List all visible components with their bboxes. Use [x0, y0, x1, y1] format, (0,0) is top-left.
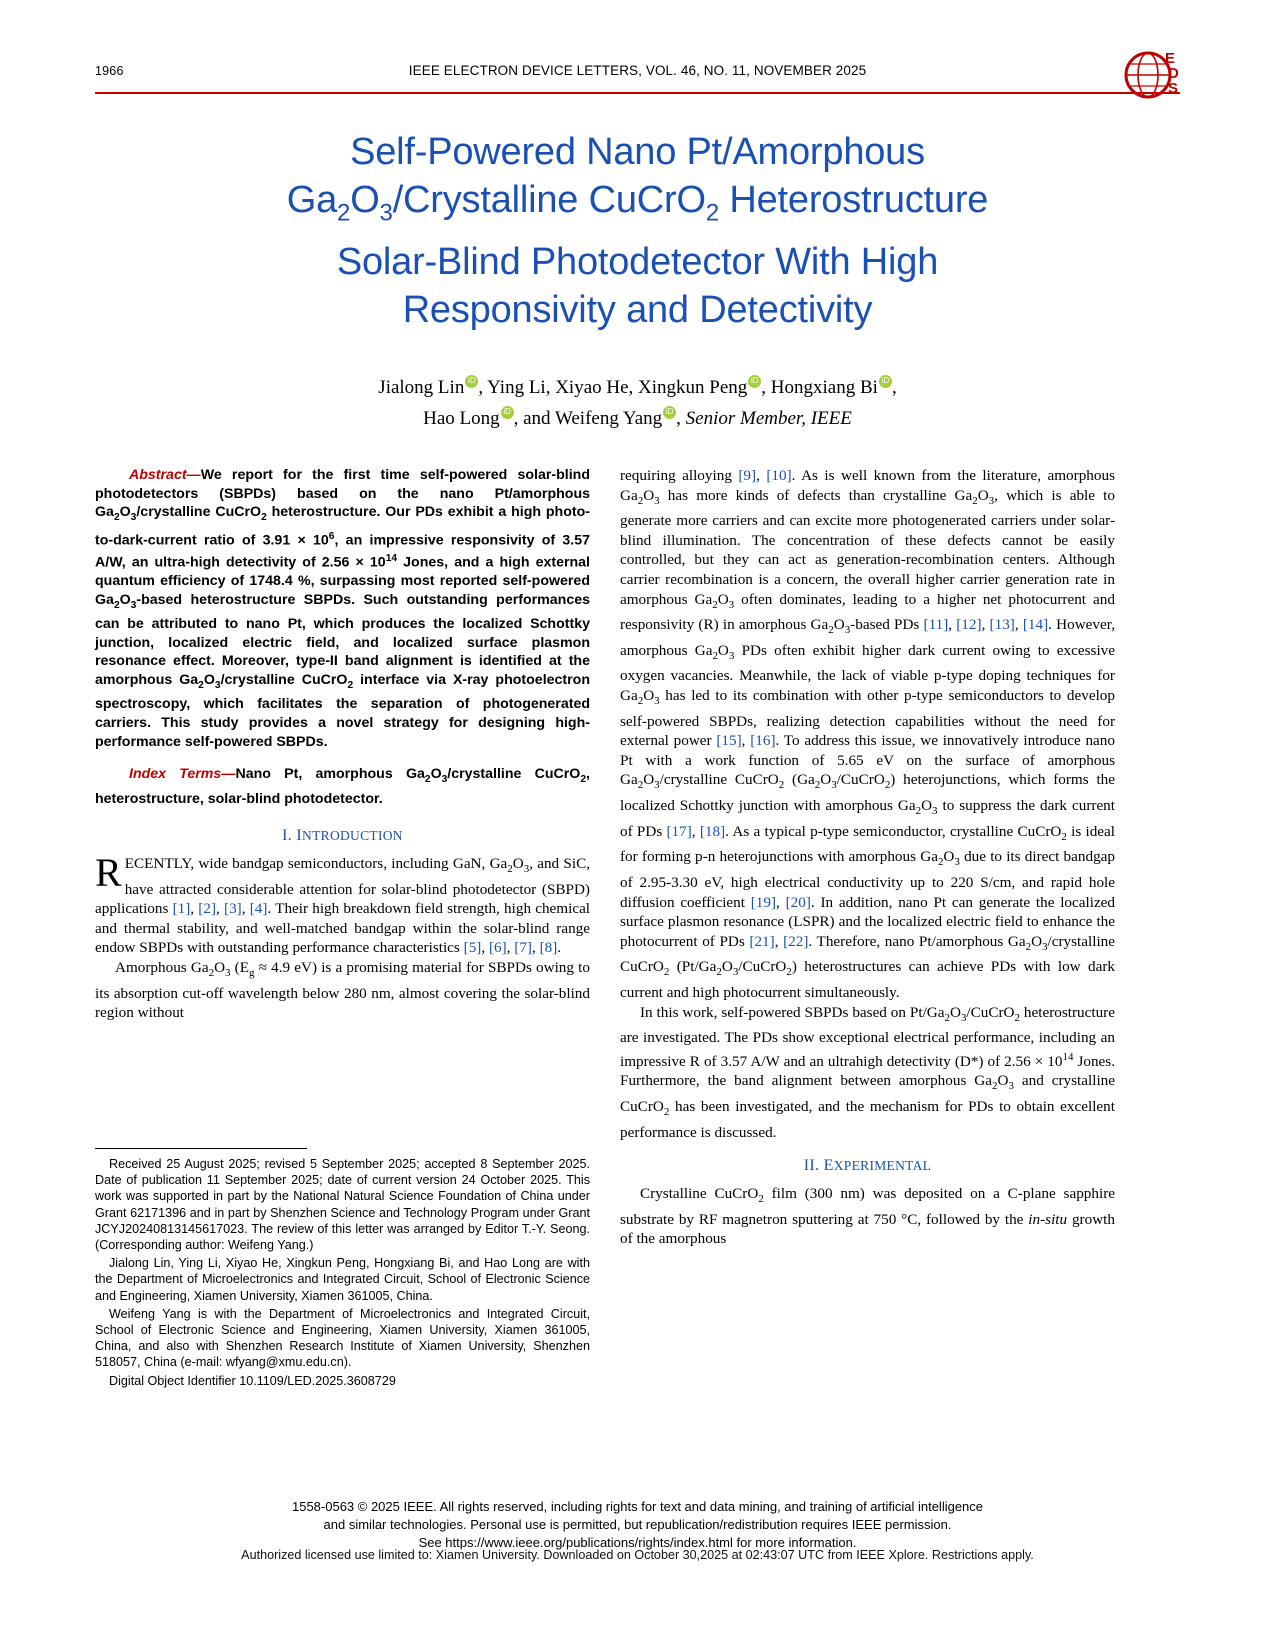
author-names-1: Jialong Lin	[378, 377, 465, 398]
author-line-2: Hao Long iD , and Weifeng Yang iD , Senior Member, IEEE	[150, 403, 1125, 434]
column-left	[95, 466, 590, 1023]
page-title	[150, 128, 1125, 334]
index-terms-lead: Index Terms—	[129, 766, 236, 783]
header-rule	[95, 92, 1180, 94]
copyright-line-3: See https://www.ieee.org/publications/rights/index.html for more information.	[418, 1535, 857, 1550]
page-folio: 1966	[95, 64, 124, 78]
orcid-icon[interactable]	[748, 375, 761, 388]
copyright-block	[95, 1498, 1180, 1552]
column-right	[620, 466, 1115, 1249]
abstract-lead: Abstract—	[129, 467, 201, 483]
title-line-4: Responsivity and Detectivity	[402, 288, 873, 331]
orcid-icon[interactable]	[501, 406, 514, 419]
footnote-affiliation-2: Weifeng Yang is with the Department of Microelectronics and Integrated Circuit, School of Electronic Science and Engineering, Xiamen University, Xiamen 361005, China, and also with Shenzhen Research Institute of Xiamen University, Shenzhen 518057, China (e-mail: wfyang@xmu.edu.cn).	[95, 1306, 590, 1370]
title-block	[150, 128, 1125, 334]
authorized-use-line: Authorized licensed use limited to: Xiamen University. Downloaded on October 30,2025 at 02:43:07 UTC from IEEE Xplore. Restrictions apply.	[241, 1548, 1034, 1562]
title-line-3: Solar-Blind Photodetector With High	[336, 240, 939, 283]
orcid-icon[interactable]	[663, 406, 676, 419]
drop-cap: R	[95, 849, 122, 895]
section-heading-introduction	[95, 826, 590, 846]
body-paragraph-2: Amorphous $Ga_2O_3$ ($E_g \approx 4.9$ eV) is a promising material for SBPDs owing to its absorption cut-off wavelength below 280 nm, almost covering the solar-blind region without	[95, 958, 590, 1022]
footnote-doi: Digital Object Identifier 10.1109/LED.2025.3608729	[109, 1373, 396, 1388]
section-number: I.	[282, 827, 293, 845]
author-weifeng-yang: , and Weifeng Yang	[513, 408, 663, 429]
author-list	[150, 372, 1125, 434]
footnote-rule	[95, 1148, 307, 1149]
copyright-line-1: 1558-0563 © 2025 IEEE. All rights reserved, including rights for text and data mining, and training of artificial intelligence	[291, 1499, 984, 1514]
body-paragraph-1: RECENTLY, wide bandgap semiconductors, including GaN, $Ga_2O_3$, and SiC, have attracted considerable attention for solar-blind photodetector (SBPD) applications [1], [2], [3], [4]. Their high breakdown field strength, high chemical and thermal stability, and well-matched bandgap within the solar-blind range endow SBPDs with outstanding performance characteristics [5], [6], [7], [8].	[95, 849, 591, 957]
copyright-line-2: and similar technologies. Personal use is permitted, but republication/redistribution requires IEEE permission.	[323, 1517, 952, 1532]
section-heading-experimental	[620, 1156, 1115, 1176]
title-line-1: Self-Powered Nano Pt/Amorphous	[350, 131, 925, 173]
footnotes-block	[95, 1156, 590, 1391]
svg-text:D: D	[1168, 65, 1179, 82]
title-line-2: $Ga_2O_3$/Crystalline CuCrO$_2$ Heterostructure	[286, 179, 989, 227]
author-membership: Senior Member, IEEE	[685, 408, 852, 429]
footnote-affiliation-1: Jialong Lin, Ying Li, Xiyao He, Xingkun Peng, Hongxiang Bi, and Hao Long are with the Department of Microelectronics and Integrated Circuit, School of Electronic Science and Engineering, Xiamen University, Xiamen 361005, China.	[95, 1256, 590, 1303]
section-number: II.	[803, 1157, 820, 1175]
abstract: Abstract—We report for the first time self-powered solar-blind photodetectors (SBPDs) based on the nano Pt/amorphous $Ga_2O_3$/crystalline CuCrO$_2$ heterostructure. Our PDs exhibit a high photo-to-dark-current ratio of $3.91 \times 10^6$, an impressive responsivity of 3.57 A/W, an ultra-high detectivity of $2.56 \times 10^{14}$ Jones, and a high external quantum efficiency of 1748.4 %, surpassing most reported self-powered $Ga_2O_3$-based heterostructure SBPDs. Such outstanding performances can be attributed to nano Pt, which produces the localized Schottky junction, localized electric field, and localized surface plasmon resonance effect. Moreover, type-II band alignment is identified at the amorphous $Ga_2O_3$/crystalline CuCrO$_2$ interface via X-ray photoelectron spectroscopy, which facilitates the separation of photogenerated carriers. This study provides a novel strategy for designing high-performance self-powered SBPDs.	[95, 467, 591, 750]
running-head	[95, 58, 1180, 92]
section-title: INTRODUCTION	[296, 827, 403, 845]
author-hao-long: Hao Long	[423, 408, 500, 429]
svg-text:E: E	[1165, 50, 1176, 67]
body-paragraph-4: In this work, self-powered SBPDs based on $Pt/Ga_2O_3/CuCrO_2$ heterostructure are investigated. The PDs show exceptional electrical performance, including an impressive R of 3.57 A/W and an ultrahigh detectivity (D*) of $2.56 \times 10^{14}$ Jones. Furthermore, the band alignment between amorphous $Ga_2O_3$ and crystalline CuCrO$_2$ has been investigated, and the mechanism for PDs to obtain excellent performance is discussed.	[620, 1003, 1116, 1141]
body-paragraph-5: Crystalline CuCrO$_2$ film (300 nm) was deposited on a C-plane sapphire substrate by RF magnetron sputtering at 750 °C, followed by the in-situ growth of the amorphous	[620, 1184, 1115, 1248]
orcid-icon[interactable]	[465, 375, 478, 388]
svg-text:S: S	[1168, 80, 1179, 97]
ieee-eds-logo-icon	[1121, 44, 1183, 106]
orcid-icon[interactable]	[879, 375, 892, 388]
author-line-1: Jialong Lin iD , Ying Li, Xiyao He, Xingkun Peng iD , Hongxiang Bi iD ,	[150, 372, 1125, 403]
section-title: EXPERIMENTAL	[823, 1157, 932, 1175]
body-paragraph-3: requiring alloying [9], [10]. As is well known from the literature, amorphous $Ga_2O_3$ has more kinds of defects than crystalline $Ga_2O_3$, which is able to generate more carriers and can excite more photogenerated carriers under solar-blind illumination. The concentration of these defects cannot be easily controlled, but they can act as generation-recombination centers. Although carrier recombination is a concern, the overall higher carrier generation rate in amorphous $Ga_2O_3$ often dominates, leading to a higher net photocurrent and responsivity (R) in amorphous $Ga_2O_3$-based PDs [11], [12], [13], [14]. However, amorphous $Ga_2O_3$ PDs often exhibit higher dark current owing to excessive oxygen vacancies. Meanwhile, the lack of viable p-type doping techniques for $Ga_2O_3$ has led to its combination with other p-type semiconductors to develop self-powered SBPDs, realizing detection capabilities without the need for external power [15], [16]. To address this issue, we innovatively introduce nano Pt with a work function of 5.65 eV on the surface of amorphous $Ga_2O_3$/crystalline CuCrO$_2$ $(Ga_2O_3/CuCrO_2)$ heterojunctions, which forms the localized Schottky junction with amorphous $Ga_2O_3$ to suppress the dark current of PDs [17], [18]. As a typical p-type semiconductor, crystalline CuCrO$_2$ is ideal for forming p-n heterojunctions with amorphous $Ga_2O_3$ due to its direct bandgap of 2.95-3.30 eV, high electrical conductivity up to 220 S/cm, and rapid hole diffusion coefficient [19], [20]. In addition, nano Pt can generate the localized surface plasmon resonance (LSPR) and the localized electric field to enhance the photocurrent of PDs [21], [22]. Therefore, nano Pt/amorphous $Ga_2O_3$/crystalline CuCrO$_2$ $(Pt/Ga_2O_3/CuCrO_2)$ heterostructures can achieve PDs with low dark current and high photocurrent simultaneously.	[620, 467, 1116, 1001]
journal-header-title: IEEE ELECTRON DEVICE LETTERS, VOL. 46, NO. 11, NOVEMBER 2025	[408, 63, 867, 78]
index-terms: Index Terms—Nano Pt, amorphous $Ga_2O_3$/crystalline CuCrO$_2$, heterostructure, solar-blind photodetector.	[95, 766, 590, 807]
footnote-received: Received 25 August 2025; revised 5 September 2025; accepted 8 September 2025. Date of publication 11 September 2025; date of current version 24 October 2025. This work was supported in part by the National Natural Science Foundation of China under Grant 62171396 and in part by Shenzhen Science and Technology Program under Grant JCYJ20240813145617023. The review of this letter was arranged by Editor T.-Y. Seong. (Corresponding author: Weifeng Yang.)	[95, 1157, 590, 1253]
